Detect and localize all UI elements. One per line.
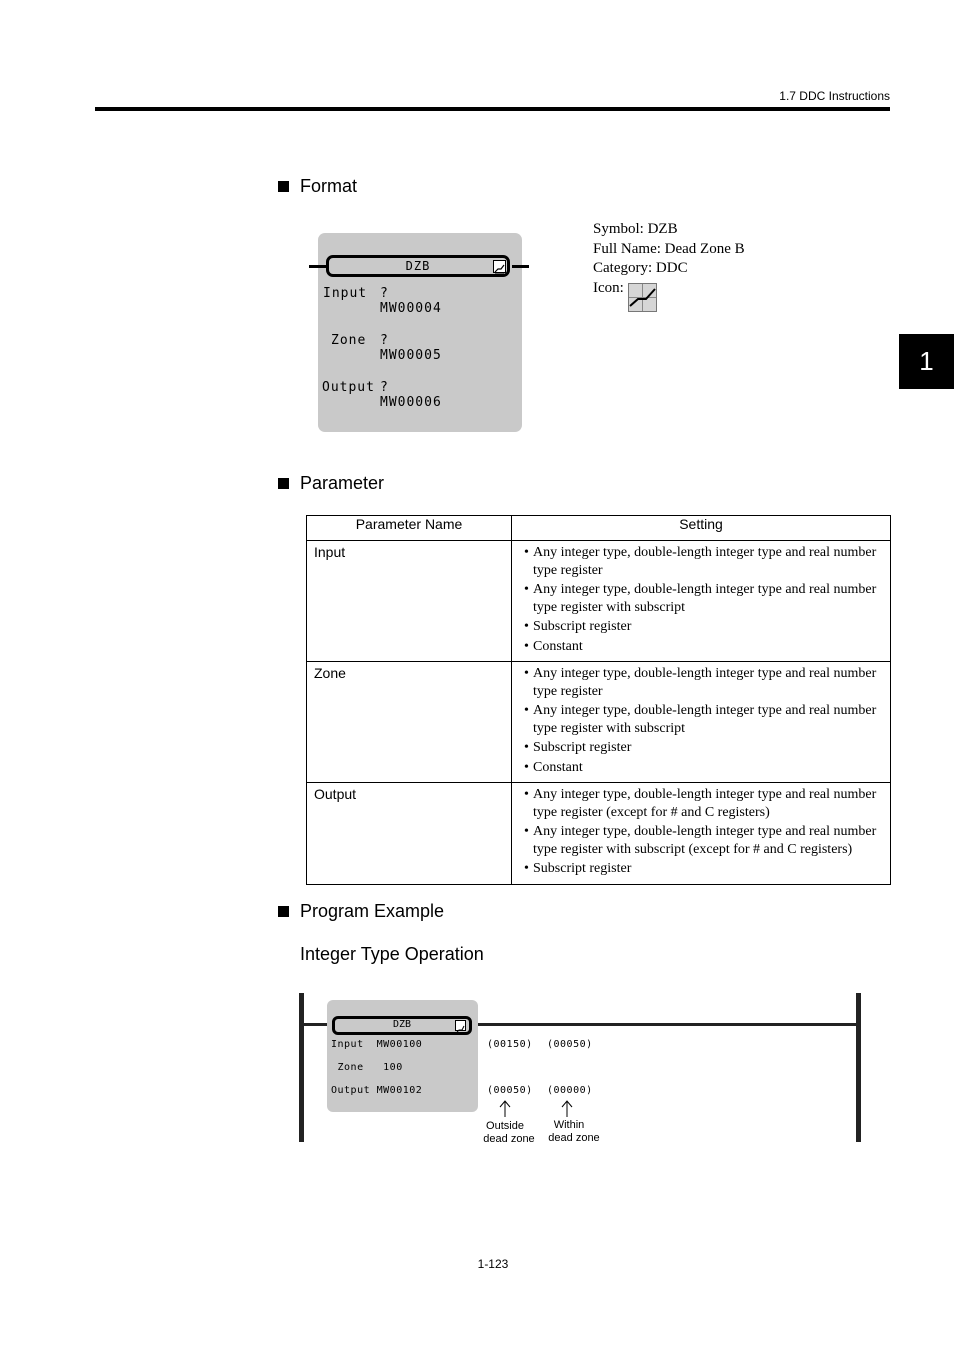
block-value-output: MW00006 [380,395,442,410]
info-symbol: Symbol: DZB [593,221,678,237]
block-label-output: Output [322,380,375,395]
header-rule [95,107,890,111]
bullet-square-icon [278,478,289,489]
block-value-zone-q: ? [380,333,389,348]
info-full-name: Full Name: Dead Zone B [593,240,745,257]
program-block-title: DZB [392,1019,412,1030]
integer-type-subheading: Integer Type Operation [300,944,484,964]
param-name: Output [307,783,512,885]
setting-item: • Constant [524,638,880,656]
setting-item: • Any integer type, double-length integer type and real number type register (except for # and C registers) [524,786,880,821]
param-name: Zone [307,662,512,783]
format-heading: Format [278,176,357,197]
note-outside-dead-zone: Outside dead zone [483,1120,535,1145]
instruction-info [593,220,745,298]
output-value-within: (00000) [547,1085,593,1096]
note-within-dead-zone: Within dead zone [548,1119,600,1144]
block-lead-right [512,265,529,268]
dead-zone-icon [628,283,657,312]
setting-item: • Constant [524,759,880,777]
column-header: Setting [512,516,891,541]
info-icon-label: Icon: [593,279,624,296]
table-row [307,783,891,885]
block-value-zone: MW00005 [380,348,442,363]
program-example-heading: Program Example [278,901,444,922]
bullet-square-icon [278,906,289,917]
column-header: Parameter Name [307,516,512,541]
input-value-within: (00050) [547,1039,593,1050]
table-header-row [307,516,891,541]
program-input-line: Input MW00100 [331,1039,423,1050]
param-setting [512,662,891,783]
ladder-right-rail [856,993,861,1142]
setting-item: • Any integer type, double-length integer type and real number type register with subscript (except for # and C registers) [524,823,880,858]
setting-item: • Subscript register [524,618,880,636]
chapter-tab: 1 [899,334,954,389]
param-setting [512,541,891,662]
running-header: 1.7 DDC Instructions [779,89,890,103]
param-setting [512,783,891,885]
table-row [307,662,891,783]
block-value-input-q: ? [380,286,389,301]
block-value-input: MW00004 [380,301,442,316]
block-title: DZB [405,259,431,273]
setting-item: • Subscript register [524,739,880,757]
input-value-outside: (00150) [487,1039,533,1050]
setting-item: • Any integer type, double-length integer type and real number type register with subscript [524,702,880,737]
setting-item: • Any integer type, double-length integer type and real number type register [524,665,880,700]
page-number: 1-123 [477,1257,509,1271]
program-output-line: Output MW00102 [331,1085,423,1096]
setting-item: • Subscript register [524,860,880,878]
program-block-mini-icon [455,1020,466,1031]
table-row [307,541,891,662]
block-mini-icon [493,260,506,273]
setting-item: • Any integer type, double-length integer type and real number type register [524,544,880,579]
parameter-heading: Parameter [278,473,384,494]
info-category: Category: DDC [593,260,688,276]
block-label-zone: Zone [331,333,367,348]
block-label-input: Input [323,286,368,301]
block-value-output-q: ? [380,380,389,395]
program-zone-line: Zone 100 [331,1062,403,1073]
parameter-table [306,515,891,885]
param-name: Input [307,541,512,662]
bullet-square-icon [278,181,289,192]
ladder-left-rail [299,993,304,1142]
output-value-outside: (00050) [487,1085,533,1096]
setting-item: • Any integer type, double-length integer type and real number type register with subscript [524,581,880,616]
